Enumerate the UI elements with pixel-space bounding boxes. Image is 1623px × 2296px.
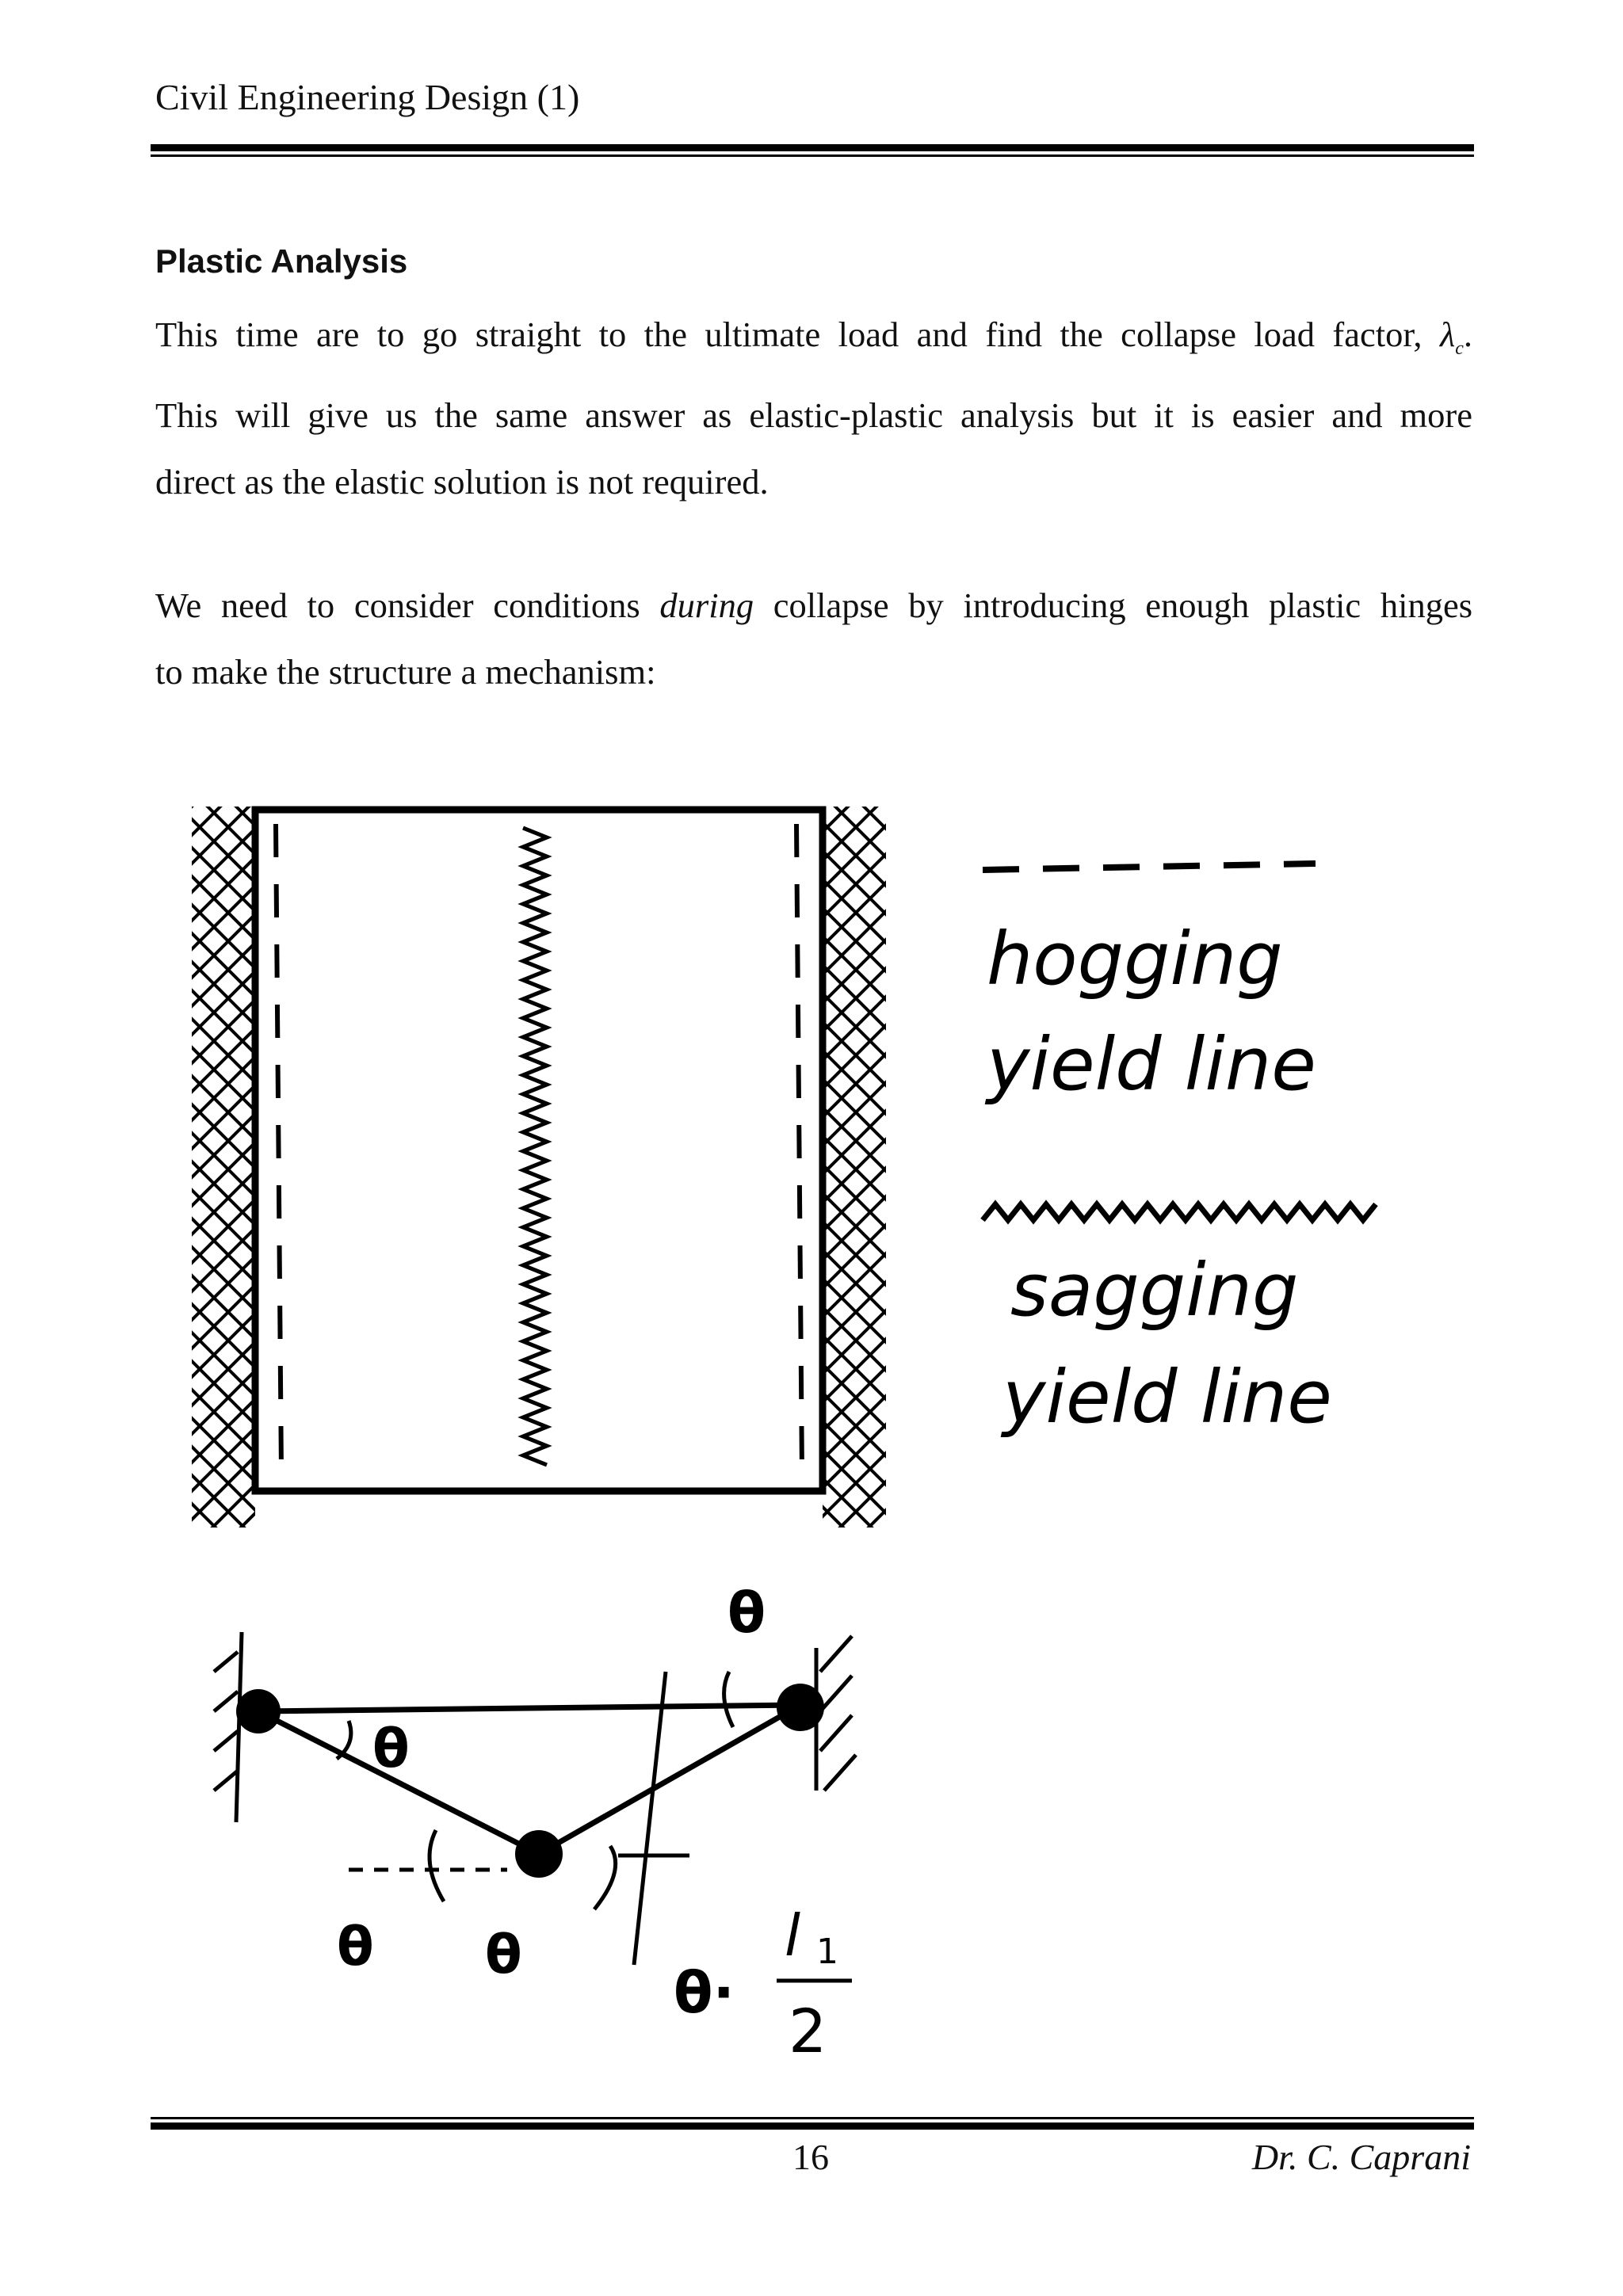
running-header: Civil Engineering Design (1) [155, 77, 580, 117]
paragraph-line: to make the structure a mechanism: [155, 652, 656, 692]
author-name: Dr. C. Caprani [1251, 2137, 1471, 2177]
text-run: We need to consider conditions [155, 585, 640, 625]
legend-hogging-line [983, 864, 1316, 870]
angle-arc-center-left [430, 1830, 444, 1901]
legend-sagging-label-2: yield line [1002, 1355, 1332, 1440]
theta-label-mid: θ [485, 1924, 522, 1986]
footer-rule-thick [151, 2122, 1474, 2130]
undeformed-slab-line [258, 1705, 800, 1711]
legend-sagging-line [983, 1204, 1376, 1220]
plastic-hinge-right [777, 1684, 824, 1731]
lambda-subscript: c [1455, 338, 1464, 359]
text-run: . [1463, 315, 1473, 354]
emphasis-text: during [659, 585, 754, 625]
dimension-line-vertical [634, 1672, 666, 1965]
l1-subscript: 1 [816, 1932, 838, 1972]
text-run: This time are to go straight to the ultimate load and find the collapse load factor, [155, 315, 1423, 354]
footer-rule-thin [151, 2117, 1474, 2119]
section-left-support [214, 1632, 242, 1822]
collapse-mechanism [258, 1705, 800, 1854]
theta-label-top: θ [727, 1581, 766, 1646]
page-number: 16 [792, 2137, 829, 2177]
theta-times-label: θ· [674, 1959, 735, 2026]
paragraph-line: direct as the elastic solution is not required. [155, 461, 769, 502]
theta-label-bottom-left: θ [337, 1916, 374, 1978]
plastic-hinge-center [515, 1830, 563, 1878]
legend-hogging-label: hogging [987, 917, 1283, 1001]
theta-label-left: θ [372, 1718, 410, 1780]
legend-hogging-label-2: yield line [987, 1022, 1316, 1107]
right-support-hatch [823, 807, 886, 1527]
l1-label: l [785, 1902, 801, 1969]
plastic-hinge-left [236, 1689, 281, 1733]
lambda-symbol: λ [1439, 315, 1456, 354]
legend-sagging-label: sagging [1010, 1248, 1299, 1333]
text-run: collapse by introducing enough plastic hinges [773, 585, 1473, 625]
paragraph-line: This will give us the same answer as elastic-plastic analysis but it is easier and more [155, 395, 1472, 435]
angle-arc-right [724, 1672, 733, 1727]
angle-arc-center-right [594, 1846, 616, 1909]
section-title: Plastic Analysis [155, 242, 408, 280]
left-support-hatch [192, 807, 255, 1527]
denominator-label: 2 [789, 1996, 827, 2066]
